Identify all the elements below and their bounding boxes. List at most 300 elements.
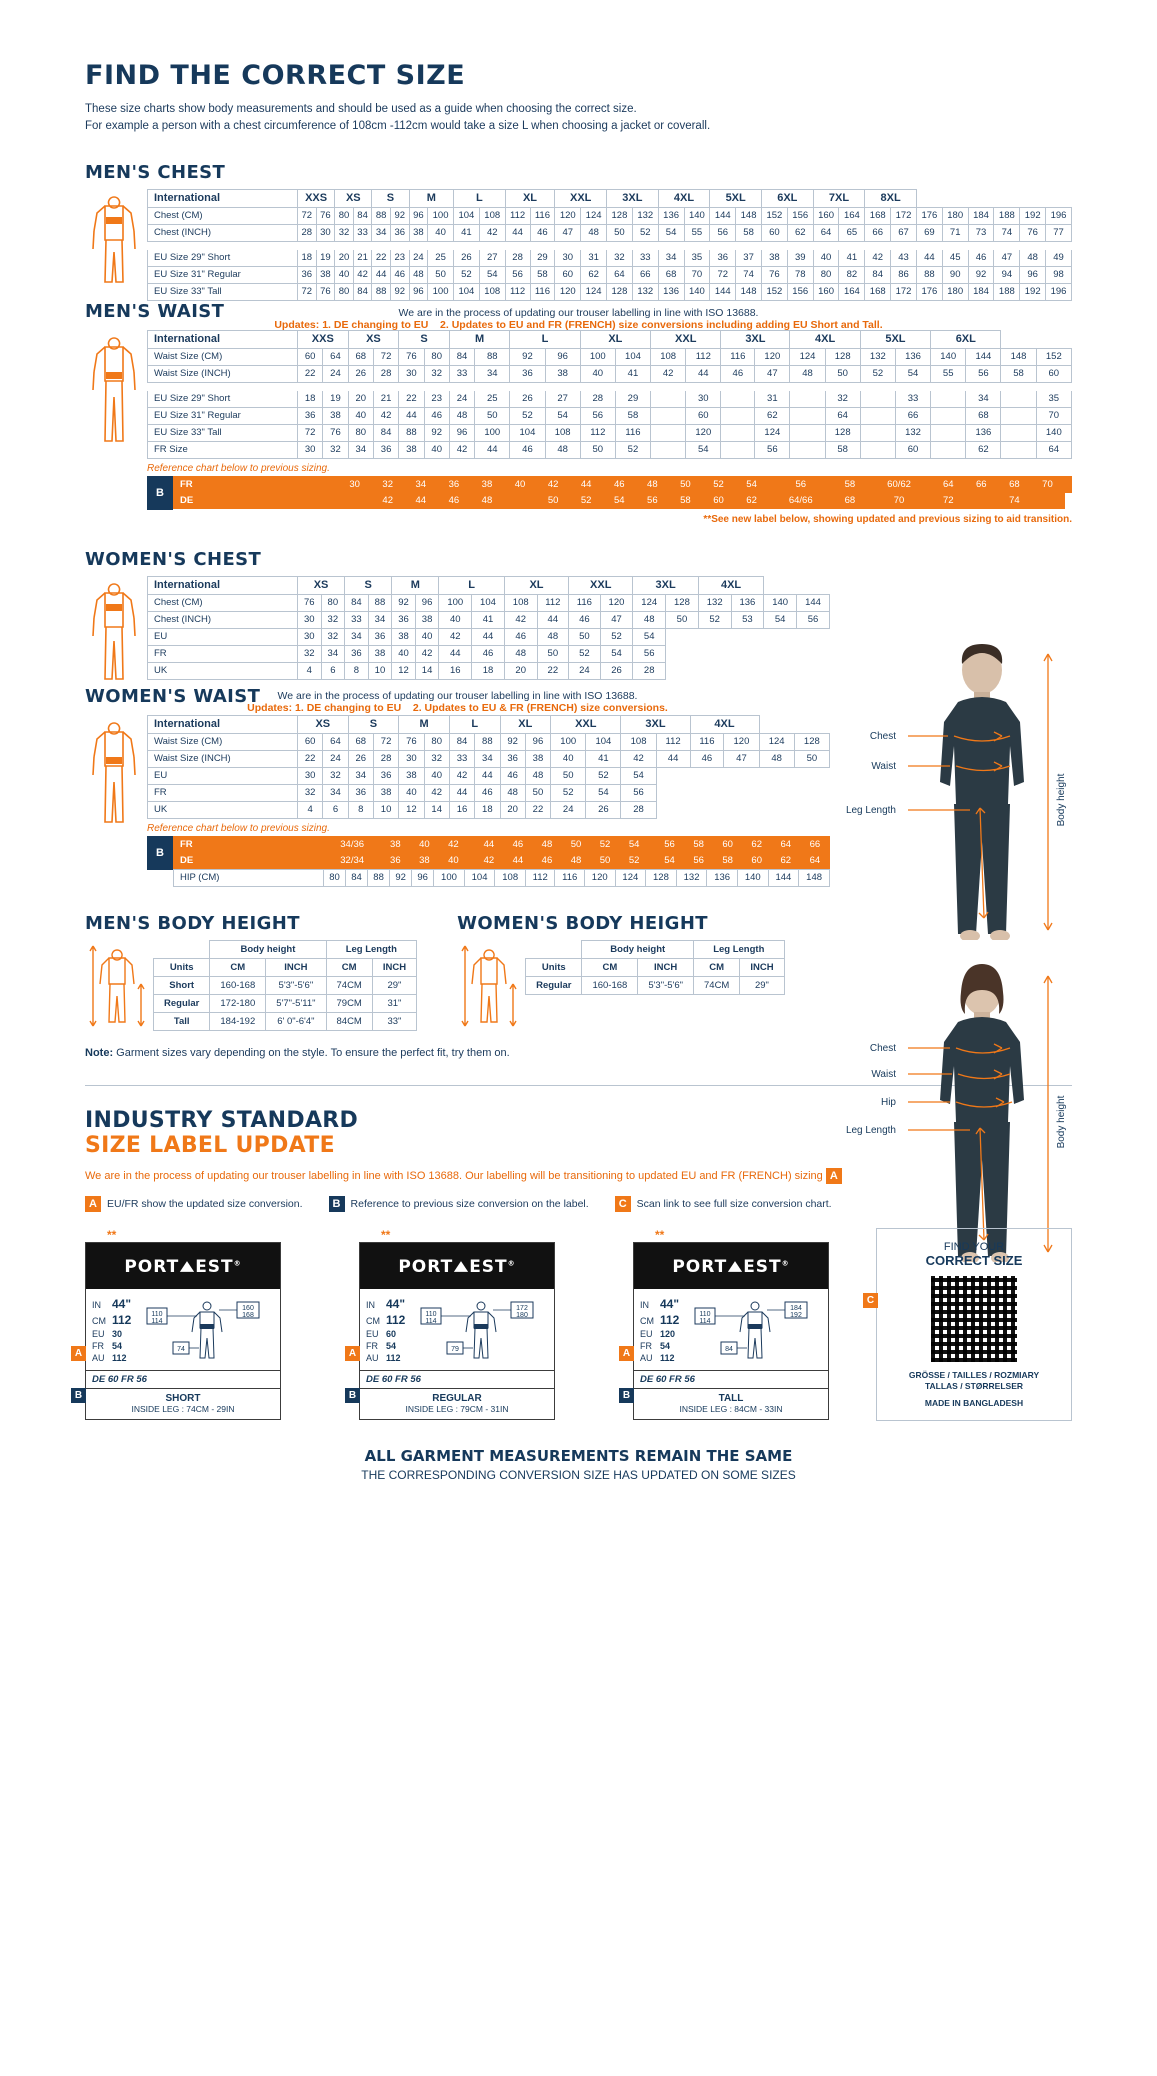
table-cell: 68 [348, 349, 373, 366]
section-title-mens-body-height: MEN'S BODY HEIGHT [85, 912, 300, 934]
label-body [634, 1289, 828, 1370]
table-cell: 44 [439, 646, 472, 663]
row-label: DE [174, 852, 324, 868]
table-cell: 108 [495, 869, 526, 886]
table-cell: XS [335, 189, 372, 208]
row-label: International [148, 715, 298, 734]
table-cell: 54 [479, 266, 505, 283]
table-cell: 70 [1036, 408, 1071, 425]
table-cell: 70 [684, 266, 710, 283]
womens-height-figure-icon [457, 940, 521, 1030]
table-cell: 40 [503, 476, 536, 492]
table-cell: M [409, 189, 453, 208]
table-cell: 42 [415, 646, 439, 663]
section-title-womens-body-height: WOMEN'S BODY HEIGHT [457, 912, 708, 934]
table-cell: 96 [415, 595, 439, 612]
table-cell: 112 [537, 595, 569, 612]
table-cell: 52 [570, 492, 603, 508]
table-cell: 21 [353, 250, 372, 267]
row-label: HIP (CM) [174, 869, 324, 886]
brand-header [360, 1243, 554, 1289]
table-cell: 88 [475, 734, 500, 751]
label-inside-leg: INSIDE LEG : 74CM - 29IN [131, 1403, 235, 1414]
table-cell [860, 441, 895, 458]
table-row [174, 476, 1072, 492]
womens-update-1: 1. DE changing to EU [295, 701, 402, 714]
table-row [148, 441, 1072, 458]
table-cell: 156 [787, 283, 813, 300]
womens-hip-tbody [174, 869, 830, 886]
table-cell: 40 [348, 408, 373, 425]
table-cell: 34 [966, 391, 1001, 408]
table-cell: 88 [368, 869, 390, 886]
table-row [148, 734, 830, 751]
table-cell: 50 [794, 751, 829, 768]
table-cell: 76 [298, 595, 322, 612]
table-cell [860, 391, 895, 408]
table-cell: 76 [761, 266, 787, 283]
table-cell: 140 [764, 595, 797, 612]
table-cell: 60 [761, 225, 787, 242]
table-cell: 108 [545, 424, 580, 441]
table-cell: 3XL [607, 189, 659, 208]
table-cell: 96 [409, 208, 428, 225]
table-cell: 41 [472, 612, 505, 629]
table-cell: 128 [607, 208, 633, 225]
table-cell: 4 [298, 662, 322, 679]
table-cell: 36 [298, 408, 323, 425]
mens-bh-tbody [154, 940, 417, 1030]
table-cell: 76 [323, 424, 348, 441]
table-cell [721, 408, 755, 425]
table-cell: 124 [755, 424, 790, 441]
table-cell: 34 [372, 225, 391, 242]
table-cell [931, 424, 966, 441]
table-cell: 124 [759, 734, 794, 751]
table-cell: 47 [724, 751, 759, 768]
table-cell: 144 [966, 349, 1001, 366]
table-cell: 74CM [326, 976, 372, 994]
label-body-diagram-icon [145, 1296, 265, 1366]
table-cell: 40 [335, 266, 354, 283]
table-cell: 47 [994, 250, 1020, 267]
label-size-key: FR [92, 1341, 104, 1352]
label-cards-group [74, 1227, 829, 1421]
table-cell: 50 [580, 441, 615, 458]
table-cell: 52 [620, 852, 649, 868]
table-cell: 25 [475, 391, 510, 408]
table-cell: 73 [968, 225, 994, 242]
label-box [85, 1242, 281, 1420]
table-cell: 48 [581, 225, 607, 242]
table-cell: 72 [298, 208, 317, 225]
label-body [360, 1289, 554, 1370]
intro-line-2: For example a person with a chest circumference of 108cm -112cm would take a size L when choosing a jacket or coverall. [85, 120, 711, 133]
label-stars: ** [107, 1227, 117, 1242]
table-cell: 46 [510, 441, 545, 458]
table-cell: 19 [316, 250, 335, 267]
table-cell: 58 [615, 408, 650, 425]
table-cell: 64 [771, 836, 800, 852]
table-cell: 156 [787, 208, 813, 225]
table-cell: 56 [636, 492, 669, 508]
table-cell: 42 [621, 751, 656, 768]
table-cell: 56 [797, 612, 830, 629]
mountain-logo-icon [727, 1260, 743, 1273]
table-cell [154, 940, 210, 958]
mens-body-height-table [153, 940, 417, 1031]
table-cell: 40 [410, 836, 439, 852]
table-cell: 36 [437, 476, 470, 492]
womens-waist-figure-icon [85, 715, 147, 829]
table-cell [790, 391, 825, 408]
table-cell: 28 [298, 225, 317, 242]
table-row [154, 940, 417, 958]
table-cell: 112 [686, 349, 721, 366]
table-cell: 34/36 [324, 836, 381, 852]
mens-waist-star-note: **See new label below, showing updated and previous sizing to aid transition. [703, 513, 1072, 525]
industry-title-2: SIZE LABEL UPDATE [85, 1132, 335, 1158]
table-cell: INCH [638, 958, 694, 976]
previous-size-conversion: DE 60 FR 56 [86, 1370, 280, 1388]
table-cell: 62 [755, 408, 790, 425]
previous-size-conversion: DE 60 FR 56 [634, 1370, 828, 1388]
table-cell: 58 [736, 225, 762, 242]
label-size-row [640, 1296, 679, 1312]
table-cell: 32 [298, 646, 322, 663]
table-cell: 31 [581, 250, 607, 267]
table-cell: 20 [500, 801, 525, 818]
table-cell: 120 [555, 208, 581, 225]
table-cell [790, 424, 825, 441]
row-label: Chest (INCH) [148, 612, 298, 629]
table-cell: 47 [600, 612, 633, 629]
label-size-key: AU [92, 1353, 105, 1364]
table-cell: 4XL [790, 330, 860, 349]
table-cell: XL [505, 189, 555, 208]
table-cell: 52 [860, 366, 895, 383]
table-cell: 84 [353, 283, 372, 300]
table-row [148, 576, 830, 595]
table-cell: 29" [740, 976, 784, 994]
qr-lang-2: TALLAS / STØRRELSER [924, 1380, 1024, 1391]
table-cell: 46 [503, 836, 532, 852]
table-cell: 48 [790, 366, 825, 383]
table-cell: 52 [632, 225, 658, 242]
table-cell: M [399, 715, 450, 734]
table-cell: 148 [736, 283, 762, 300]
table-row [154, 976, 417, 994]
table-cell: 32 [323, 768, 348, 785]
table-cell: 66 [632, 266, 658, 283]
table-cell: 5XL [710, 189, 762, 208]
table-cell: 44 [570, 476, 603, 492]
row-label: Waist Size (CM) [148, 349, 298, 366]
table-cell: 100 [475, 424, 510, 441]
table-cell [651, 441, 686, 458]
svg-text:160: 160 [242, 1304, 255, 1312]
badge-b-card: B [71, 1388, 86, 1403]
table-row [148, 612, 830, 629]
table-cell: 26 [348, 366, 373, 383]
label-inside-leg: INSIDE LEG : 79CM - 31IN [405, 1403, 509, 1414]
table-cell: 44 [404, 492, 437, 508]
male-label-leg: Leg Length [845, 805, 896, 816]
table-cell: 20 [348, 391, 373, 408]
table-cell: 176 [916, 283, 942, 300]
table-cell [526, 940, 582, 958]
table-row [174, 869, 830, 886]
footer-note-text: Garment sizes vary depending on the style. To ensure the perfect fit, try them on. [113, 1046, 510, 1059]
table-cell: 27 [545, 391, 580, 408]
table-cell: 132 [676, 869, 707, 886]
table-cell [1031, 492, 1064, 508]
table-cell: S [399, 330, 450, 349]
table-cell: 54 [586, 785, 621, 802]
table-cell: 132 [632, 208, 658, 225]
table-cell: 34 [348, 441, 373, 458]
table-cell: 136 [966, 424, 1001, 441]
svg-text:114: 114 [425, 1317, 437, 1325]
legend-item-b [329, 1196, 589, 1212]
table-cell: XXL [551, 715, 621, 734]
table-cell: 160 [813, 208, 839, 225]
table-cell: 104 [453, 208, 479, 225]
table-cell: 42 [479, 225, 505, 242]
table-cell: 64 [1036, 441, 1071, 458]
table-cell: Regular [526, 976, 582, 994]
label-size-value: 120 [660, 1329, 676, 1339]
qr-card [866, 1228, 1072, 1421]
table-cell: 48 [449, 408, 474, 425]
table-row [148, 424, 1072, 441]
table-cell: 40 [399, 785, 424, 802]
previous-size-conversion: DE 60 FR 56 [360, 1370, 554, 1388]
row-label: EU Size 33" Tall [148, 424, 298, 441]
table-cell: 76 [399, 734, 424, 751]
table-cell: 36 [510, 366, 545, 383]
table-cell: L [439, 576, 504, 595]
table-cell: 136 [658, 208, 684, 225]
table-cell [651, 391, 686, 408]
table-cell: 44 [399, 408, 424, 425]
table-cell: 40 [439, 612, 472, 629]
table-row [154, 994, 417, 1012]
table-cell: 24 [323, 751, 348, 768]
table-cell: CM [210, 958, 266, 976]
table-cell: 66 [965, 476, 998, 492]
table-row [148, 408, 1072, 425]
svg-text:79: 79 [451, 1345, 460, 1353]
table-cell: 50 [428, 266, 454, 283]
label-size-key: CM [640, 1315, 654, 1326]
table-cell: 68 [833, 492, 866, 508]
table-cell: 84 [449, 349, 474, 366]
qr-title-2: CORRECT SIZE [925, 1252, 1023, 1268]
table-cell: 64 [932, 476, 965, 492]
female-label-hip: Hip [880, 1097, 896, 1108]
table-cell: 66 [895, 408, 930, 425]
table-cell: 49 [1046, 250, 1072, 267]
table-cell: 168 [865, 208, 891, 225]
table-cell: 30 [298, 441, 323, 458]
qr-title-1: FIND YOUR [943, 1240, 1005, 1253]
intro-line-1: These size charts show body measurements and should be used as a guide when choosing the correct size. [85, 103, 637, 115]
size-label-card [74, 1227, 281, 1421]
mountain-logo-icon [179, 1260, 195, 1273]
table-cell: INCH [372, 958, 416, 976]
section-title-womens-waist: WOMEN'S WAIST [85, 685, 261, 707]
table-cell: 46 [424, 408, 449, 425]
womens-figure-icon [85, 576, 147, 684]
table-cell: 34 [404, 476, 437, 492]
table-row [154, 958, 417, 976]
table-cell: 20 [335, 250, 354, 267]
table-cell: 56 [966, 366, 1001, 383]
row-label: Waist Size (INCH) [148, 366, 298, 383]
table-row [148, 629, 830, 646]
table-cell: 46 [690, 751, 724, 768]
table-row [148, 208, 1072, 225]
table-cell: 52 [586, 768, 621, 785]
label-size-key: AU [640, 1353, 653, 1364]
table-cell: 72 [298, 283, 317, 300]
table-spacer [148, 383, 1072, 391]
row-label: International [148, 330, 298, 349]
table-cell: 60 [686, 408, 721, 425]
table-cell: 24 [409, 250, 428, 267]
label-figure [410, 1296, 548, 1366]
brand-name: PORT [672, 1256, 728, 1277]
table-cell: 42 [439, 629, 472, 646]
footer-note-bold: Note: [85, 1046, 114, 1059]
womens-chest-block [85, 576, 830, 684]
badge-a-card: A [619, 1346, 634, 1361]
table-cell: 26 [453, 250, 479, 267]
table-cell: 36 [500, 751, 525, 768]
body-height-row [85, 913, 785, 1031]
table-cell: 64 [607, 266, 633, 283]
table-cell: 10 [373, 801, 398, 818]
section-title-mens-waist: MEN'S WAIST [85, 300, 225, 322]
label-body-diagram-icon [419, 1296, 539, 1366]
table-cell: Units [526, 958, 582, 976]
table-row [148, 266, 1072, 283]
table-cell: 50 [825, 366, 860, 383]
table-cell: 42 [373, 408, 398, 425]
table-cell: 30 [555, 250, 581, 267]
table-cell: 44 [474, 836, 503, 852]
womens-waist-previous-table [173, 836, 830, 869]
table-cell: 104 [510, 424, 545, 441]
update-2: 2. Updates to EU and FR (FRENCH) size conversions including adding EU Short and Tall. [440, 318, 883, 331]
table-cell: 54 [633, 629, 666, 646]
table-cell: 22 [537, 662, 569, 679]
label-size-key: EU [640, 1329, 653, 1339]
table-cell: 140 [684, 208, 710, 225]
table-cell: 60 [713, 836, 742, 852]
table-cell: 76 [1020, 225, 1046, 242]
table-cell: 46 [721, 366, 755, 383]
table-cell: 112 [505, 208, 530, 225]
table-cell: 23 [424, 391, 449, 408]
table-cell: 58 [530, 266, 555, 283]
table-cell: L [449, 715, 500, 734]
table-cell: 140 [737, 869, 768, 886]
table-cell: 36 [390, 225, 409, 242]
table-cell: 100 [434, 869, 465, 886]
table-cell: M [449, 330, 509, 349]
table-cell: 24 [449, 391, 474, 408]
svg-text:114: 114 [699, 1317, 711, 1325]
table-cell: 136 [731, 595, 764, 612]
table-cell: 144 [710, 208, 736, 225]
table-cell: 112 [656, 734, 690, 751]
table-cell: 54 [621, 768, 656, 785]
table-cell: 32 [323, 441, 348, 458]
table-row [148, 595, 830, 612]
table-cell: 18 [298, 250, 317, 267]
table-cell: 108 [504, 595, 537, 612]
table-cell: 34 [368, 612, 392, 629]
table-cell: 38 [761, 250, 787, 267]
table-cell: 40 [415, 629, 439, 646]
brand-name: PORT [124, 1256, 180, 1277]
table-cell: 98 [1046, 266, 1072, 283]
table-cell: 38 [323, 408, 348, 425]
womens-chest-tbody [148, 576, 830, 679]
table-cell: 28 [373, 366, 398, 383]
table-cell: 72 [373, 734, 398, 751]
table-cell: XS [348, 330, 399, 349]
table-cell: 84 [449, 734, 474, 751]
table-cell: 32 [298, 785, 323, 802]
table-cell: 184 [968, 208, 994, 225]
brand-name-2: EST® [743, 1256, 790, 1277]
table-cell: 68 [998, 476, 1031, 492]
table-cell: 196 [1046, 208, 1072, 225]
table-cell [860, 408, 895, 425]
table-cell: 6 [323, 801, 348, 818]
table-cell: 30 [338, 476, 371, 492]
table-cell: 92 [390, 208, 409, 225]
qr-code[interactable] [931, 1276, 1017, 1362]
table-cell: 42 [353, 266, 372, 283]
table-cell: 28 [505, 250, 530, 267]
table-cell: 18 [298, 391, 323, 408]
table-cell: 77 [1046, 225, 1072, 242]
table-cell: 33 [449, 751, 474, 768]
table-cell: 96 [412, 869, 434, 886]
table-cell: 33 [345, 612, 369, 629]
table-cell: 71 [942, 225, 968, 242]
table-cell [721, 391, 755, 408]
table-cell: 184-192 [210, 1012, 266, 1030]
label-box [633, 1242, 829, 1420]
brand-header [634, 1243, 828, 1289]
table-cell: 64/66 [768, 492, 833, 508]
table-cell: 108 [479, 208, 505, 225]
row-label: UK [148, 662, 298, 679]
table-cell: 50 [537, 492, 570, 508]
table-row [148, 366, 1072, 383]
table-cell: 35 [1036, 391, 1071, 408]
table-row [148, 801, 830, 818]
mens-chest-block [85, 189, 1072, 301]
table-cell: 34 [658, 250, 684, 267]
table-cell: 160 [813, 283, 839, 300]
row-label: EU Size 29" Short [148, 391, 298, 408]
